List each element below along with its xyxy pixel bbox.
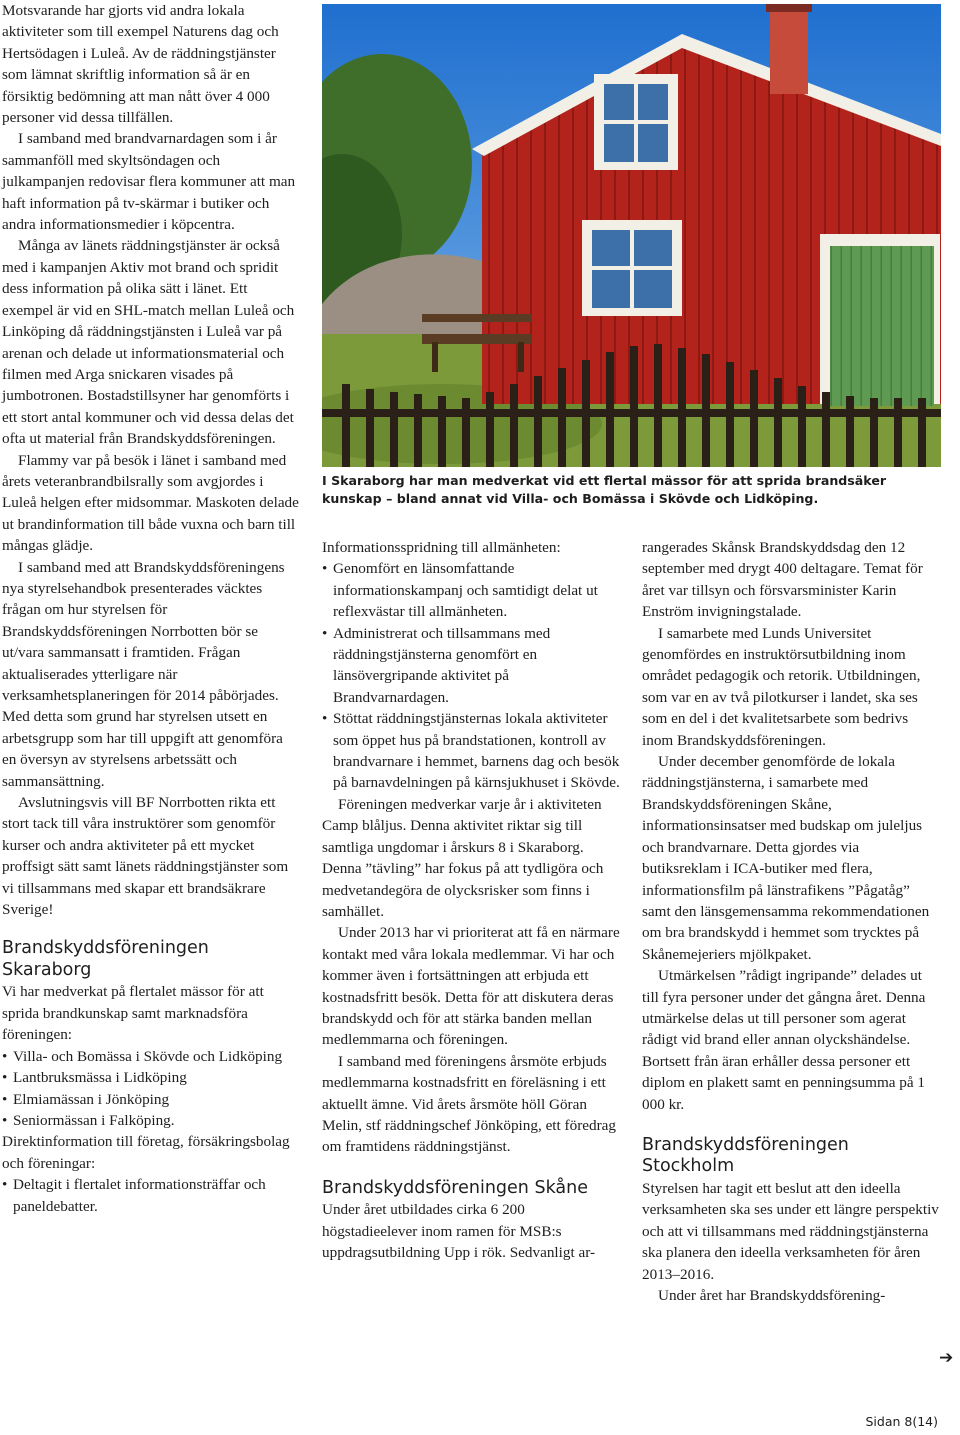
list-item: • Stöttat räddningstjänsternas lokala aktiviteter som öppet hus på brandstationen, kontroll av brandvarnare i hemmet, barnens dag och besök på barnavdelningen på kärnsjukhuset i Skövde. xyxy=(322,708,622,794)
list-item: • Deltagit i flertalet informationsträffar och paneldebatter. xyxy=(2,1174,300,1217)
page-number: Sidan 8(14) xyxy=(865,1414,938,1429)
paragraph: rangerades Skånsk Brandskyddsdag den 12 september med drygt 400 deltagare. Temat för året var tillsyn och försvarsminister Karin Enström invigningstalade. xyxy=(642,539,923,621)
section-heading-skane: Brandskyddsföreningen Skåne xyxy=(322,1177,588,1198)
paragraph: Under december genomförde de lokala räddningstjänsterna, i samarbete med Brandskyddsföreningen Skåne, informationsinsatser med budskap om juleljus och brandvarnare. Detta gjordes via butiksreklam i ICA-butiker med flera, informationsfilm på länstrafikens ”Pågatåg” samt den länsgemensamma rekommendationen om bra brandskydd i hemmet som trycktes på Skånemejeriers mjölkpaket. xyxy=(642,753,930,963)
paragraph: Direktinformation till företag, försäkringsbolag och föreningar: xyxy=(2,1133,290,1172)
paragraph: Flammy var på besök i länet i samband med årets veteranbrandbilsrally som avgjordes i Luleå helgen efter midsommar. Maskoten delade ut brandinformation till både vuxna och barn till mångas glädje. xyxy=(2,451,299,555)
list-item: • Administrerat och tillsammans med räddningstjänsterna genomfört en länsövergripande aktivitet på Brandvarnardagen. xyxy=(322,623,622,709)
column-2 xyxy=(322,537,622,1264)
column-3 xyxy=(642,537,940,1306)
list-item: • Genomfört en länsomfattande informationskampanj och samtidigt delat ut reflexvästar till allmänheten. xyxy=(322,558,622,622)
section-heading-stockholm: Brandskyddsföreningen Stockholm xyxy=(642,1134,849,1177)
list-item: • Elmiamässan i Jönköping xyxy=(2,1089,300,1110)
list-item: • Villa- och Bomässa i Skövde och Lidköping xyxy=(2,1046,300,1067)
list-item: • Seniormässan i Falköping. xyxy=(2,1110,300,1131)
paragraph: Informationsspridning till allmänheten: xyxy=(322,539,561,556)
paragraph: I samband med att Brandskyddsföreningens nya styrelsehandbok presenterades väcktes frågan om hur styrelsen för Brandskyddsföreningen Norrbotten bör se ut/vara sammansatt i framtiden. Frågan aktualiserades ytterligare när verksamhetsplaneringen för 2014 påbörjades. Med detta som grund har styrelsen utsett en arbetsgrupp som har till uppgift att genomföra en översyn av styrelsens arbetssätt och sammansättning. xyxy=(2,558,285,790)
paragraph: Under året utbildades cirka 6 200 högstadieelever inom ramen för MSB:s uppdragsutbildning Upp i rök. Sedvanligt ar- xyxy=(322,1201,596,1262)
paragraph: Avslutningsvis vill BF Norrbotten rikta ett stort tack till våra instruktörer som genomför kurser och andra aktiviteter på ett mycket proffsigt sätt samt länets räddningstjänster som vi tillsammans med skapar ett brandsäkrare Sverige! xyxy=(2,794,289,919)
continue-arrow-icon: ➔ xyxy=(939,1348,954,1368)
section-heading-skaraborg: Brandskyddsföreningen Skaraborg xyxy=(2,938,209,980)
paragraph: Föreningen medverkar varje år i aktiviteten Camp blåljus. Denna aktivitet riktar sig till samtliga ungdomar i årskurs 8 i Skaraborg. Denna ”tävling” har fokus på att tydligöra och medvetandegöra de olycksrisker som finns i samhället. xyxy=(322,795,604,920)
photo-red-house xyxy=(322,4,941,467)
paragraph: I samband med brandvarnardagen som i år sammanföll med skyltsöndagen och julkampanjen redovisar flera kommuner att man haft information på tv-skärmar i butiker och andra informationsmedier i köpcentra. xyxy=(2,130,296,234)
paragraph: Utmärkelsen ”rådigt ingripande” delades ut till fyra personer under det gångna året. Denna utmärkelse delas ut till personer som agerat rådigt vid brand eller annan olyckshändelse. Bortsett från äran erhåller dessa personer ett diplom en plakett samt en penningsumma på 1 000 kr. xyxy=(642,967,926,1113)
paragraph: Motsvarande har gjorts vid andra lokala aktiviteter som till exempel Naturens dag och Hertsödagen i Luleå. Av de räddningstjänster som lämnat skriftlig information så är en försiktig bedömning att man nått över 4 000 personer vid dessa tillfällen. xyxy=(2,2,279,127)
paragraph: Många av länets räddningstjänster är också med i kampanjen Aktiv mot brand och spridit dess information på olika sätt i länet. Ett exempel är vid en SHL-match mellan Luleå och Linköping då räddningstjänsten i Luleå var på arenan och delade ut informationsmaterial och filmen med Arga snickaren visades på jumbotronen. Bostadstillsyner har genomförts i ett stort antal kommuner och vid dessa delas det ofta ut material från Brandskyddsföreningen. xyxy=(2,237,295,448)
paragraph: Styrelsen har tagit ett beslut att den ideella verksamheten ska ses under ett längre perspektiv och att vi tillsammans med räddningstjänsterna ska planera den ideella verksamheten för åren 2013–2016. xyxy=(642,1179,939,1283)
column-1 xyxy=(2,0,300,1217)
bullet-list xyxy=(2,1174,300,1217)
paragraph: Under året har Brandskyddsförening- xyxy=(658,1287,886,1304)
paragraph: Under 2013 har vi prioriterat att få en närmare kontakt med våra lokala medlemmar. Vi har och kommer även i fortsättningen att erbjuda ett kostnadsfritt besök. Detta för att diskutera deras brandskydd och för att stärka banden mellan medlemmarna och föreningen. xyxy=(322,924,620,1049)
paragraph: Vi har medverkat på flertalet mässor för att sprida brandkunskap samt marknadsföra föreningen: xyxy=(2,983,264,1044)
photo-caption: I Skaraborg har man medverkat vid ett flertal mässor för att sprida brandsäker kunskap – bland annat vid Villa- och Bomässa i Skövde och Lidköping. xyxy=(322,473,887,506)
paragraph: I samarbete med Lunds Universitet genomfördes en instruktörsutbildning inom området pedagogik och retorik. Utbildningen, som var en av två pilotkurser i landet, ska ses som en del i det kvalitetsarbete som bedrivs inom Brandskyddsföreningen. xyxy=(642,624,921,749)
paragraph: I samband med föreningens årsmöte erbjuds medlemmarna kostnadsfritt en föreläsning i ett aktuellt ämne. Vid årets årsmöte höll Göran Melin, stf räddningschef Jönköping, ett föredrag om framtidens räddningstjänst. xyxy=(322,1052,616,1156)
bullet-list xyxy=(322,558,622,793)
list-item: • Lantbruksmässa i Lidköping xyxy=(2,1067,300,1088)
bullet-list xyxy=(2,1046,300,1132)
